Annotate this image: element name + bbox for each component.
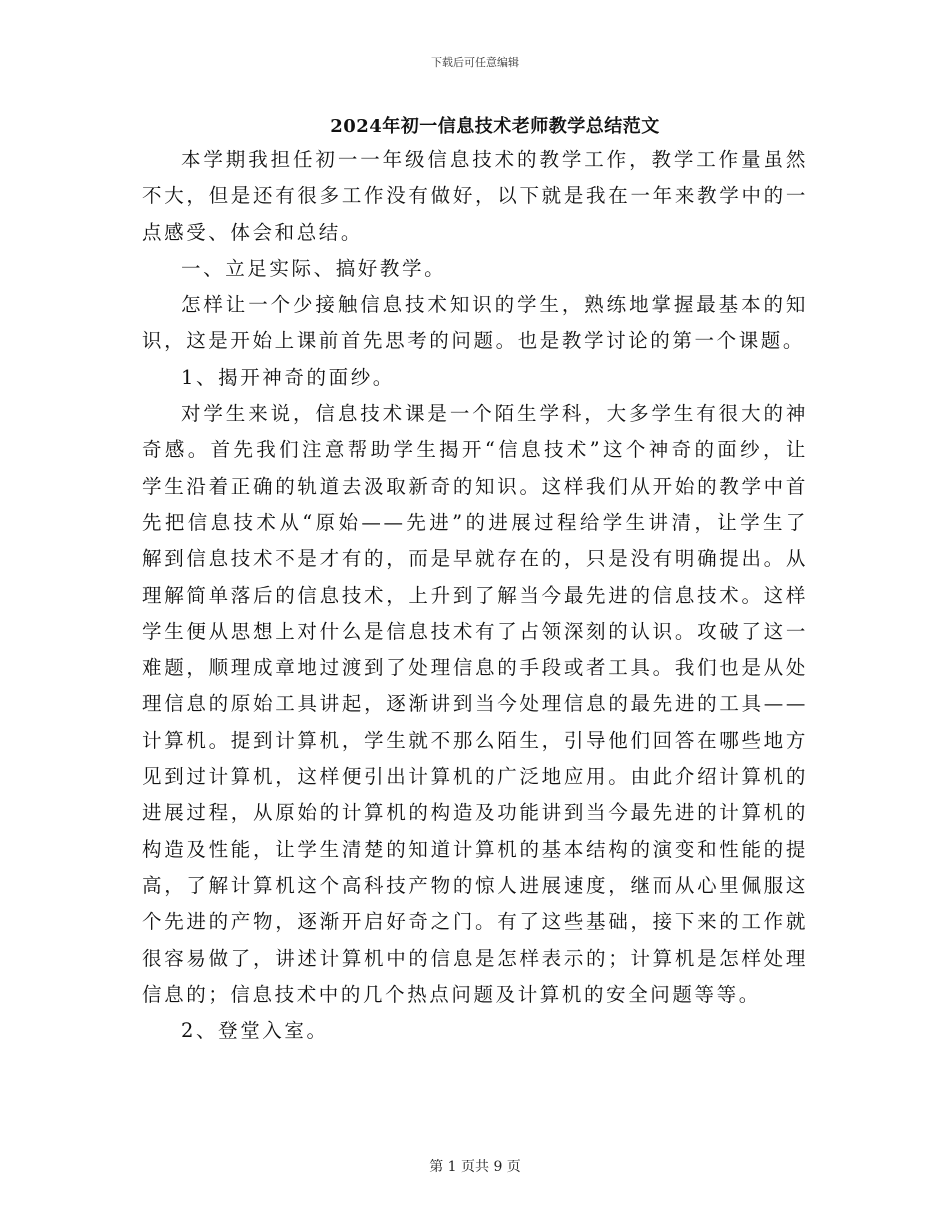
document-body	[142, 112, 808, 1049]
paragraph-main: 对学生来说，信息技术课是一个陌生学科，大多学生有很大的神奇感。首先我们注意帮助学生揭开“信息技术”这个神奇的面纱，让学生沿着正确的轨道去汲取新奇的知识。这样我们从开始的教学中首先把信息技术从“原始——先进”的进展过程给学生讲清，让学生了解到信息技术不是才有的，而是早就存在的，只是没有明确提出。从理解简单落后的信息技术，上升到了解当今最先进的信息技术。这样学生便从思想上对什么是信息技术有了占领深刻的认识。攻破了这一难题，顺理成章地过渡到了处理信息的手段或者工具。我们也是从处理信息的原始工具讲起，逐渐讲到当今处理信息的最先进的工具——计算机。提到计算机，学生就不那么陌生，引导他们回答在哪些地方见到过计算机，这样便引出计算机的广泛地应用。由此介绍计算机的进展过程，从原始的计算机的构造及功能讲到当今最先进的计算机的构造及性能，让学生清楚的知道计算机的基本结构的演变和性能的提高，了解计算机这个高科技产物的惊人进展速度，继而从心里佩服这个先进的产物，逐渐开启好奇之门。有了这些基础，接下来的工作就很容易做了，讲述计算机中的信息是怎样表示的；计算机是怎样处理信息的；信息技术中的几个热点问题及计算机的安全问题等等。	[142, 402, 808, 1006]
paragraph-question: 怎样让一个少接触信息技术知识的学生，熟练地掌握最基本的知识，这是开始上课前首先思考的问题。也是教学讨论的第一个课题。	[142, 293, 808, 353]
paragraph-intro: 本学期我担任初一一年级信息技术的教学工作，教学工作量虽然不大，但是还有很多工作没有做好，以下就是我在一年来教学中的一点感受、体会和总结。	[142, 148, 808, 244]
subheading-1: 1、揭开神奇的面纱。	[181, 365, 395, 389]
section-heading-1: 一、立足实际、搞好教学。	[181, 256, 447, 280]
document-title: 2024年初一信息技术老师教学总结范文	[330, 116, 660, 137]
page-footer: 第 1 页共 9 页	[429, 1159, 521, 1175]
header-note: 下载后可任意编辑	[431, 56, 519, 69]
subheading-2: 2、登堂入室。	[181, 1019, 329, 1043]
